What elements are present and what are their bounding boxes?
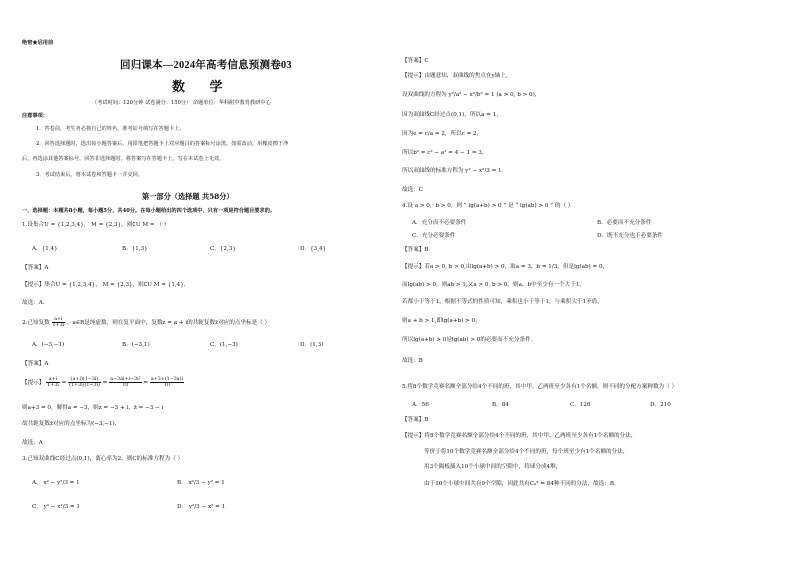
hint-fraction <box>46 377 60 388</box>
question-3-conclusion: 故选：C <box>402 187 424 193</box>
question-5-answer: 【答案】B <box>402 417 429 423</box>
question-2-option-a: A．(−3,−1) <box>32 342 65 348</box>
fraction-numerator: a−3ai+i−3i² <box>110 377 141 382</box>
fraction-numerator: a+i <box>46 377 60 383</box>
question-1-conclusion: 故选：A. <box>22 300 45 306</box>
question-4-conclusion: 故选：B <box>402 358 423 364</box>
question-5-hint-line: 用3个隔板插入10个小球中间的空隙中，将球分成4堆， <box>424 464 562 470</box>
section-instruction: 一、选择题：本题共8小题，每小题5分，共40分。在每小题给出的四个选项中，只有一项是符合题目要求的。 <box>22 208 276 214</box>
note-item: 3．考试结束后，将本试卷和答题卡一并交回。 <box>36 172 144 178</box>
note-item: 1．答卷前，考生务必将自己的姓名、准考证号填写在答题卡上。 <box>36 126 185 132</box>
question-1-hint: 【提示】集合U = {1,2,3,4}， M = {2,3}，则∁U M = {1,4}. <box>22 282 186 288</box>
question-2-hint-line3: 故共轭复数z̄对应的点坐标为(−3,−1). <box>22 421 117 427</box>
question-5-hint-line: 由于10个小球中间共有9个空隙，因此共有C₉³ = 84种不同的分法，故选：B. <box>424 481 616 487</box>
question-4-option-d: D．既不充分也不必要条件 <box>597 233 664 239</box>
fraction-denominator: 1+3i <box>47 383 59 388</box>
exam-info: （考试时间：120分钟 试卷满分：150分） 命题单位：华科附中教育教研中心 <box>92 100 271 106</box>
fraction-numerator: a+3+(1−3a)i <box>150 377 184 382</box>
question-5-stem: 5.将8个数学竞赛名额全部分给4个不同的班，其中甲、乙两班至少各有1个名额，则不同的分配方案种数为（ ） <box>402 384 678 390</box>
question-4-hint-line: 所以lg(a+b) > 0是lg(ab) > 0的必要而不充分条件。 <box>402 337 537 343</box>
question-2-conclusion: 故选：A <box>22 440 43 446</box>
question-4-stem: 4.设 a > 0，b > 0，则 “ lg(a+b) > 0 ” 是 “ lg(ab) > 0 ” 的（ ） <box>402 203 574 209</box>
question-3-hint: 【提示】由题意知，双曲线的焦点在y轴上， <box>402 73 512 79</box>
question-3-option-c: C． y² − x²/3 = 1 <box>32 504 80 510</box>
question-2-fraction <box>52 317 66 328</box>
fraction-denominator: (1+3i)(1−3i) <box>69 383 100 388</box>
note-item: 后，再选涂其他答案标号。回答非选择题时，将答案写在答题卡上，写在本试卷上无效。 <box>22 156 225 162</box>
question-5-option-a: A．56 <box>412 402 429 408</box>
question-2-answer: 【答案】A <box>22 361 49 367</box>
question-4-hint-line: 而lg(ab) > 0，则ab > 1,又a > 0, b > 0，则a，b中至少有一个大于1， <box>402 282 585 288</box>
question-4-option-a: A．充分而不必要条件 <box>412 220 467 226</box>
question-2-stem-post: ，a∈R是纯虚数，则在复平面中，复数z = a + i的共轭复数z̄对应的点坐标是（ ） <box>66 320 271 326</box>
question-2-option-b: B．(−3,1) <box>122 342 150 348</box>
question-3-hint-line: 设双曲线的方程为 y²/a² − x²/b² = 1 (a > 0, b > 0)， <box>402 92 541 98</box>
question-4-option-c: C．充分必要条件 <box>412 233 456 239</box>
question-3-option-d: D． y²/3 − x² = 1 <box>177 504 226 510</box>
question-2-stem-pre: 2.已知复数 <box>22 320 50 326</box>
question-3-option-b: B． x²/3 − y² = 1 <box>177 480 225 486</box>
exam-title: 回归课本—2024年高考信息预测卷03 <box>120 60 292 71</box>
question-3-hint-line: 所以b² = c² − a² = 4 − 1 = 3， <box>402 150 488 156</box>
question-5-option-d: D．210 <box>650 402 671 408</box>
question-2-hint-line2: 则a+3 = 0，解得a = −3，则z = −3 + i，z̄ = −3 − i <box>22 405 164 411</box>
question-3-hint-line: 因为e = c/a = 2，所以c = 2， <box>402 131 483 137</box>
hint-fraction <box>150 377 184 388</box>
fraction-numerator: (a+i)(1−3i) <box>68 377 101 383</box>
question-2-option-d: D．(1,3) <box>300 342 324 348</box>
question-1-option-d: D．{3,4} <box>300 246 327 252</box>
question-4-hint: 【提示】若a > 0, b > 0,由lg(a+b) > 0，取a = 3，b = 1/3，但是lg(ab) = 0， <box>402 264 609 270</box>
question-1-answer: 【答案】A <box>22 265 49 271</box>
question-4-hint-line: 若都小于等于1，根据不等式的性质可知，乘积也小于等于1，与乘积大于1矛盾， <box>402 299 603 305</box>
hint-fraction <box>68 377 101 388</box>
question-2-hint: 【提示】 $\frac{a+i}{1+3i}$ = $\frac{(a+i)(1-3i)}{(1+3i)(1-3i)}$ = $\frac{\text{a−3ai+i−3i²}}{10}$ = $\frac{a+3+(1-3a)i}{10}$ <box>22 377 184 388</box>
question-2-stem <box>22 317 270 328</box>
notes-heading: 注意事项： <box>22 113 48 119</box>
fraction-numerator: a+i <box>52 317 66 323</box>
fraction-denominator: 1+3i <box>52 323 65 328</box>
subject-title: 数 学 <box>172 80 233 95</box>
question-5-option-b: B．84 <box>492 402 509 408</box>
question-4-option-b: B．必要而不充分条件 <box>597 220 652 226</box>
question-3-stem: 3.已知双曲线C经过点(0,1)，离心率为2，则C的标准方程为（ ） <box>22 456 184 462</box>
question-4-answer: 【答案】B <box>402 247 429 253</box>
question-1-option-a: A．{1,4} <box>32 246 58 252</box>
question-1-stem: 1.设集合U = {1,2,3,4}， M = {2,3}，则∁U M = （ ） <box>22 222 170 228</box>
hint-fraction <box>109 377 141 388</box>
question-1-option-c: C．{2,3} <box>210 246 236 252</box>
secret-label: 绝密★启用前 <box>22 40 54 46</box>
question-3-hint-line: 因为双曲线C经过点(0,1)，所以a = 1， <box>402 112 502 118</box>
hint-label: 【提示】 <box>22 380 45 386</box>
fraction-denominator: 10 <box>163 383 170 388</box>
question-3-answer: 【答案】C <box>402 58 429 64</box>
section-title: 第一部分（选择题 共58分） <box>142 192 234 201</box>
question-1-option-b: B．{1,3} <box>122 246 148 252</box>
question-5-hint-line: 等价于将10个数学竞赛名额全部分给4个不同的班，每个班至少有1个名额的分法， <box>424 449 629 455</box>
question-3-hint-line: 所以双曲线的标准方程为 y² − x²/3 = 1. <box>402 168 504 174</box>
question-4-hint-line: 则a + b > 1,即lg(a+b) > 0， <box>402 318 481 324</box>
question-5-hint: 【提示】将8个数学竞赛名额全部分给4个不同的班，其中甲、乙两班至少各有1个名额的分法， <box>402 433 637 439</box>
question-2-option-c: C．(1,−3) <box>210 342 238 348</box>
question-3-option-a: A． x² − y²/3 = 1 <box>32 480 80 486</box>
note-item: 2．回答选择题时，选出每小题答案后，用铅笔把答题卡上对应题目的答案标号涂黑。如需改动，用橡皮擦干净 <box>36 141 289 147</box>
fraction-denominator: 10 <box>122 383 129 388</box>
question-5-option-c: C．126 <box>570 402 591 408</box>
